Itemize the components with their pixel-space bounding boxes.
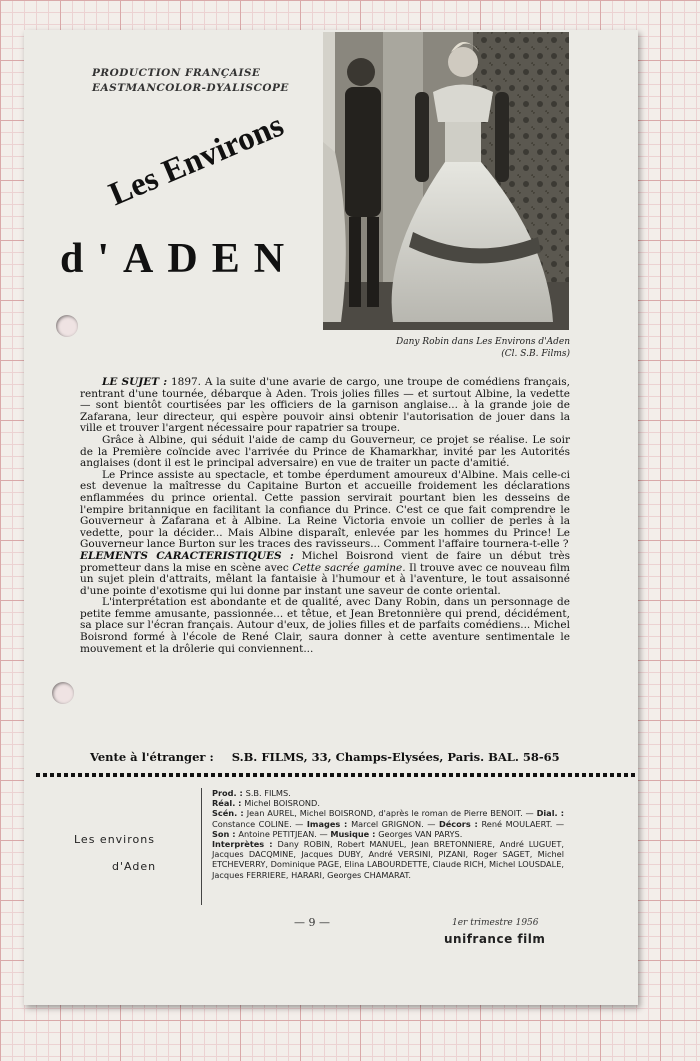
synopsis-text: [80, 377, 570, 655]
credit-value: Jean AUREL, Michel BOISROND, d'après le roman de Pierre BENOIT. —: [246, 808, 534, 819]
film-reference: Cette sacrée gamine.: [292, 561, 406, 574]
credit-value: René MOULAERT. —: [481, 818, 565, 829]
credit-real: Réal. : Michel BOISROND.: [212, 798, 320, 809]
punch-hole: [56, 315, 78, 337]
dotted-divider: [36, 773, 636, 777]
credit-label: Images: [306, 818, 341, 829]
credit-value: Antoine PETITJEAN. —: [238, 828, 328, 839]
credit-label: Interprètes: [212, 839, 265, 850]
sales-address: S.B. FILMS, 33, Champs-Elysées, Paris. BAL. 58-65: [231, 750, 560, 764]
photo-caption: [324, 336, 570, 360]
elements-text-a: Michel Boisrond vient de faire un début très prometteur dans la mise en scène avec: [80, 549, 570, 574]
subject-text: 1897. A la suite d'une avarie de cargo, une troupe de comédiens français, rentrant d'une tournée, débarque à Aden. Trois jolies filles — et surtout Albine, la vedette — sont bientôt courtisées par les officiers de la garnison anglaise... à la grande joie de Zafarana, leur directeur, qui espère pouvoir ainsi obtenir l'autorisation de jouer dans la ville et trouver l'argent nécessaire pour rapatrier sa troupe.: [80, 376, 570, 435]
caption-text: Dany Robin dans Les Environs d'Aden: [396, 337, 570, 347]
caption-credit: (Cl. S.B. Films): [501, 349, 570, 359]
production-line: PRODUCTION FRANÇAISE: [92, 67, 261, 79]
sales-line: [90, 750, 570, 764]
credit-value: S.B. FILMS.: [245, 788, 291, 798]
page-number: — 9 —: [294, 916, 330, 929]
publisher-name: unifrance film: [444, 932, 546, 946]
synopsis-paragraph: Grâce à Albine, qui séduit l'aide de camp du Gouverneur, ce projet se réalise. Le soir de la Première coïncide avec l'arrivée du Prince de Khamarkhar, invité par les Autorités anglaises (dont il est le principal adversaire) en vue de traiter un pacte d'amitié.: [80, 433, 570, 470]
subject-heading: LE SUJET :: [102, 376, 168, 388]
production-info: [92, 66, 289, 96]
credit-label: Décors: [438, 818, 471, 829]
credit-value: Georges VAN PARYS.: [378, 828, 463, 839]
credit-label: Dial.: [536, 808, 558, 819]
format-line: EASTMANCOLOR-DYALISCOPE: [92, 82, 289, 94]
film-still-illustration: [323, 32, 569, 330]
elements-heading: ELEMENTS CARACTERISTIQUES :: [80, 549, 294, 562]
elements-text-b: Il trouve avec ce nouveau film un sujet plein d'attraits, mêlant la fantaisie à l'humour et à l'aventure, le tout assaisonné d'une pointe d'exotisme qui lui donne par instant une saveur de conte oriental.: [80, 561, 570, 597]
film-title-line2: d'ADEN: [60, 236, 299, 282]
synopsis-paragraph: Le Prince assiste au spectacle, et tombe éperdument amoureux d'Albine. Mais celle-ci est devenue la maîtresse du Capitaine Burton et accueille froidement les déclarations enflammées du prince oriental. Cette passion servirait pourtant bien les desseins de l'empire britannique en facilitant la confiance du Prince. C'est ce que fait comprendre le Gouverneur à Zafarana et à Albine. La Reine Victoria envoie un collier de perles à la vedette, pour la décider... Mais Albine disparaît, enlevée par les hommes du Prince! Le Gouverneur lance Burton sur les traces des ravisseurs... Comment l'affaire tournera-t-elle ?: [80, 468, 570, 551]
punch-hole: [52, 682, 74, 704]
credit-cast: Interprètes : Dany ROBIN, Robert MANUEL, Jean BRETONNIERE, André LUGUET, Jacques DACQMINE, Jacques DUBY, André VERSINI, PIZANI, Roger SAGET, Michel ETCHEVERRY, Dominique PAGE, Elina LABOURDETTE, Claude RICH, Michel LOUSDALE, Jacques FERRIERE, HARARI, Georges CHAMARAT.: [212, 839, 564, 880]
credit-value: Marcel GRIGNON. —: [351, 818, 436, 829]
sidebar-title-line2: d'Aden: [112, 860, 157, 873]
synopsis-paragraph: L'interprétation est abondante et de qualité, avec Dany Robin, dans un personnage de petite femme amusante, passionnée... et têtue, et Jean Bretonnière qui prend, décidément, sa place sur l'écran français. Autour d'eux, de jolies filles et de parfaits comédiens... Michel Boisrond formé à l'école de René Clair, saura donner à cette aventure sentimentale le mouvement et la drôlerie qui conviennent...: [80, 596, 570, 655]
credit-label: Prod.: [212, 788, 237, 798]
synopsis-paragraph: [80, 377, 570, 435]
vertical-rule: [201, 788, 202, 905]
issue-date: 1er trimestre 1956: [452, 918, 539, 928]
sales-label: Vente à l'étranger :: [90, 750, 214, 764]
leaflet-page: [24, 30, 638, 1005]
credit-label: Musique: [330, 828, 370, 839]
sidebar-title-line1: Les environs: [74, 833, 155, 846]
film-title-line1: Les Environs: [104, 107, 289, 214]
credit-value: Dany ROBIN, Robert MANUEL, Jean BRETONNIERE, André LUGUET, Jacques DACQMINE, Jacques DUBY, André VERSINI, PIZANI, Roger SAGET, Michel ETCHEVERRY, Dominique PAGE, Elina LABOURDETTE, Claude RICH, Michel LOUSDALE, Jacques FERRIERE, HARARI, Georges CHAMARAT.: [212, 839, 564, 880]
credit-label: Scén.: [212, 808, 238, 819]
credit-crew: Scén. : Jean AUREL, Michel BOISROND, d'après le roman de Pierre BENOIT. — Dial. : Constance COLINE. — Images : Marcel GRIGNON. — Décors : René MOULAERT. — Son : Antoine PETITJEAN. — Musique : Georges VAN PARYS.: [212, 808, 565, 839]
credit-label: Réal.: [212, 798, 236, 809]
credits-block: [212, 788, 564, 880]
credit-prod: Prod. : S.B. FILMS.: [212, 788, 291, 798]
credit-value: Michel BOISROND.: [244, 798, 320, 809]
credit-value: Constance COLINE. —: [212, 818, 304, 829]
credit-label: Son: [212, 828, 230, 839]
film-still-photo: [323, 32, 569, 330]
synopsis-paragraph: [80, 551, 570, 597]
